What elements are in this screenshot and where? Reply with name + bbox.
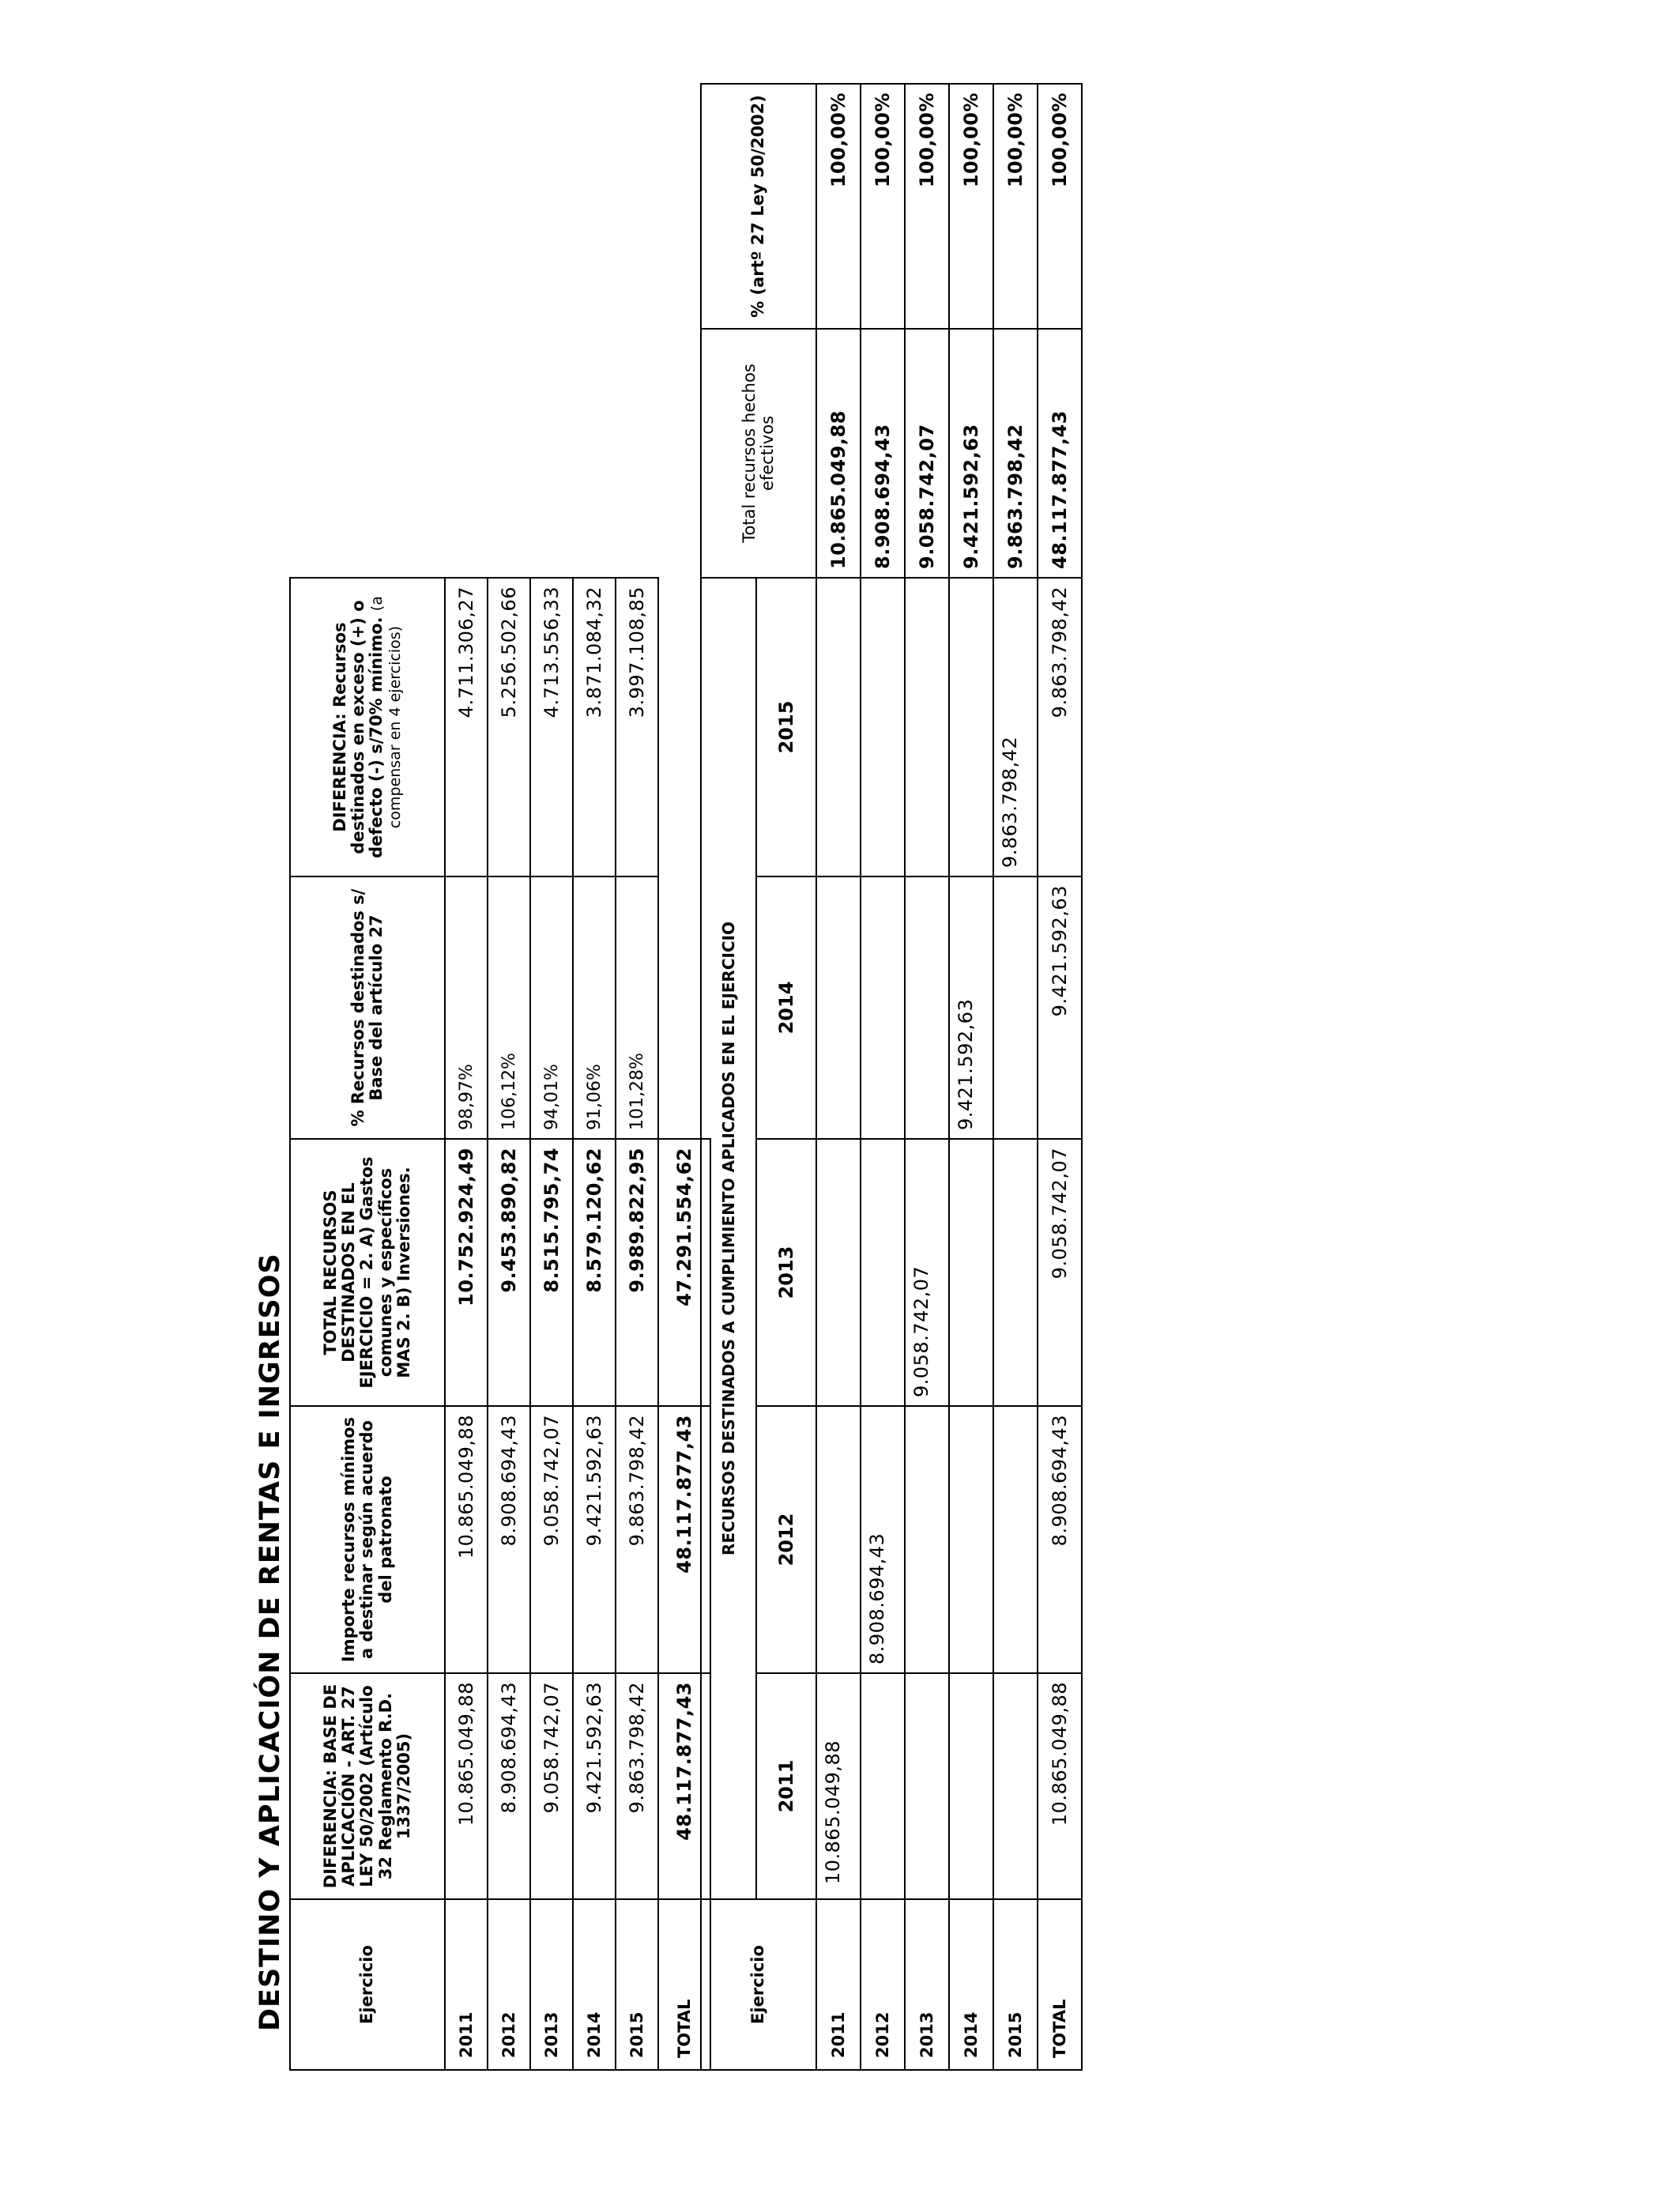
- total-recursos-destinados: 47.291.554,62: [658, 1139, 710, 1406]
- t2-col-ejercicio: Ejercicio: [701, 1899, 816, 2070]
- total-applied-amount: 9.058.742,07: [1038, 1139, 1082, 1406]
- year-column-header: 2013: [756, 1139, 816, 1406]
- applied-amount: [949, 1673, 993, 1899]
- row-year: 2015: [993, 1899, 1038, 2070]
- year-column-header: 2014: [756, 876, 816, 1139]
- applied-amount: 10.865.049,88: [816, 1673, 861, 1899]
- col-ejercicio: Ejercicio: [290, 1899, 445, 2070]
- total-applied-amount: 8.908.694,43: [1038, 1406, 1082, 1673]
- row-year: 2013: [905, 1899, 949, 2070]
- t2-col-total: Total recursos hechos efectivos: [701, 329, 816, 578]
- applied-amount: [949, 1139, 993, 1406]
- page-title: DESTINO Y APLICACIÓN DE RENTAS E INGRESOS: [254, 1253, 286, 2031]
- diferencia-value: 4.711.306,27: [445, 578, 488, 876]
- applied-amount: [993, 1139, 1038, 1406]
- year-column-header: 2015: [756, 578, 816, 876]
- rentas-table: [289, 577, 711, 2071]
- pct-recursos-value: 94,01%: [530, 876, 573, 1139]
- row-year: 2012: [488, 1899, 530, 2070]
- applied-amount: [993, 1673, 1038, 1899]
- pct-articulo-27: 100,00%: [861, 84, 905, 329]
- applied-amount: [905, 578, 949, 876]
- total-recursos-efectivos: 9.058.742,07: [905, 329, 949, 578]
- applied-amount: [816, 578, 861, 876]
- total-importe-minimo: 48.117.877,43: [658, 1406, 710, 1673]
- table-row: [949, 84, 993, 2070]
- row-year: 2014: [573, 1899, 616, 2070]
- row-year: 2012: [861, 1899, 905, 2070]
- base-aplicacion-value: 8.908.694,43: [488, 1673, 530, 1899]
- importe-minimo-value: 9.421.592,63: [573, 1406, 616, 1673]
- importe-minimo-value: 9.863.798,42: [616, 1406, 658, 1673]
- total-recursos-value: 8.515.795,74: [530, 1139, 573, 1406]
- table-row: [445, 578, 488, 2070]
- total-label: TOTAL: [1038, 1899, 1082, 2070]
- table-row: [993, 84, 1038, 2070]
- pct-recursos-value: 98,97%: [445, 876, 488, 1139]
- applied-amount: [993, 1406, 1038, 1673]
- importe-minimo-value: 8.908.694,43: [488, 1406, 530, 1673]
- diferencia-heading: DIFERENCIA: Recursos destinados en exceso (+) o defecto (-) s/70% mínimo.: [330, 600, 386, 858]
- applied-amount: [905, 1673, 949, 1899]
- base-aplicacion-value: 10.865.049,88: [445, 1673, 488, 1899]
- applied-amount: [993, 876, 1038, 1139]
- applied-amount: [861, 876, 905, 1139]
- applied-amount: [816, 876, 861, 1139]
- col-diferencia: [290, 578, 445, 876]
- total-applied-amount: 9.421.592,63: [1038, 876, 1082, 1139]
- recursos-table: [700, 83, 1083, 2071]
- applied-amount: [816, 1139, 861, 1406]
- table-row: [488, 578, 530, 2070]
- diferencia-note: (a compensar en 4 ejercicios): [368, 596, 405, 829]
- year-column-header: 2012: [756, 1406, 816, 1673]
- total-recursos-value: 8.579.120,62: [573, 1139, 616, 1406]
- total-recursos-efectivos: 10.865.049,88: [816, 329, 861, 578]
- table-row: [861, 84, 905, 2070]
- col-importe-minimo: Importe recursos mínimos a destinar según acuerdo del patronato: [290, 1406, 445, 1673]
- row-year: 2014: [949, 1899, 993, 2070]
- base-aplicacion-value: 9.058.742,07: [530, 1673, 573, 1899]
- table-row: [816, 84, 861, 2070]
- applied-amount: 8.908.694,43: [861, 1406, 905, 1673]
- applied-amount: [861, 578, 905, 876]
- pct-articulo-27: 100,00%: [993, 84, 1038, 329]
- importe-minimo-value: 9.058.742,07: [530, 1406, 573, 1673]
- applied-amount: [816, 1406, 861, 1673]
- pct-articulo-27: 100,00%: [949, 84, 993, 329]
- applied-amount: 9.421.592,63: [949, 876, 993, 1139]
- year-column-header: 2011: [756, 1673, 816, 1899]
- diferencia-value: 3.871.084,32: [573, 578, 616, 876]
- total-recursos-efectivos: 48.117.877,43: [1038, 329, 1082, 578]
- applied-amount: [861, 1139, 905, 1406]
- total-recursos-efectivos: 9.863.798,42: [993, 329, 1038, 578]
- pct-recursos-value: 101,28%: [616, 876, 658, 1139]
- total-recursos-value: 9.989.822,95: [616, 1139, 658, 1406]
- table-row: [616, 578, 658, 2070]
- base-aplicacion-value: 9.863.798,42: [616, 1673, 658, 1899]
- row-year: 2011: [445, 1899, 488, 2070]
- total-applied-amount: 10.865.049,88: [1038, 1673, 1082, 1899]
- applied-amount: [905, 1406, 949, 1673]
- col-pct-recursos: % Recursos destinados s/ Base del artículo 27: [290, 876, 445, 1139]
- applied-amount: 9.058.742,07: [905, 1139, 949, 1406]
- importe-minimo-value: 10.865.049,88: [445, 1406, 488, 1673]
- table-row: [905, 84, 949, 2070]
- total-base-aplicacion: 48.117.877,43: [658, 1673, 710, 1899]
- diferencia-value: 5.256.502,66: [488, 578, 530, 876]
- applied-amount: [949, 1406, 993, 1673]
- applied-amount: [861, 1673, 905, 1899]
- table-row: [530, 578, 573, 2070]
- diferencia-value: 3.997.108,85: [616, 578, 658, 876]
- total-label: TOTAL: [658, 1899, 710, 2070]
- pct-articulo-27: 100,00%: [905, 84, 949, 329]
- row-year: 2015: [616, 1899, 658, 2070]
- pct-recursos-value: 91,06%: [573, 876, 616, 1139]
- applied-amount: [949, 578, 993, 876]
- t2-col-pct: % (artº 27 Ley 50/2002): [701, 84, 816, 329]
- table-row: [573, 578, 616, 2070]
- pct-articulo-27: 100,00%: [816, 84, 861, 329]
- total-recursos-efectivos: 8.908.694,43: [861, 329, 905, 578]
- total-recursos-value: 9.453.890,82: [488, 1139, 530, 1406]
- col-total-recursos: TOTAL RECURSOS DESTINADOS EN EL EJERCICIO = 2. A) Gastos comunes y específicos MAS 2. B) Inversiones.: [290, 1139, 445, 1406]
- total-recursos-efectivos: 9.421.592,63: [949, 329, 993, 578]
- applied-amount: [905, 876, 949, 1139]
- base-aplicacion-value: 9.421.592,63: [573, 1673, 616, 1899]
- total-applied-amount: 9.863.798,42: [1038, 578, 1082, 876]
- total-row: [1038, 84, 1082, 2070]
- total-pct-articulo-27: 100,00%: [1038, 84, 1082, 329]
- t2-group-header: RECURSOS DESTINADOS A CUMPLIMIENTO APLICADOS EN EL EJERCICIO: [701, 578, 756, 1899]
- row-year: 2013: [530, 1899, 573, 2070]
- total-recursos-value: 10.752.924,49: [445, 1139, 488, 1406]
- applied-amount: 9.863.798,42: [993, 578, 1038, 876]
- col-base-aplicacion: DIFERENCIA: BASE DE APLICACIÓN - ART. 27 LEY 50/2002 (Artículo 32 Reglamento R.D. 1337/2005): [290, 1673, 445, 1899]
- diferencia-value: 4.713.556,33: [530, 578, 573, 876]
- pct-recursos-value: 106,12%: [488, 876, 530, 1139]
- row-year: 2011: [816, 1899, 861, 2070]
